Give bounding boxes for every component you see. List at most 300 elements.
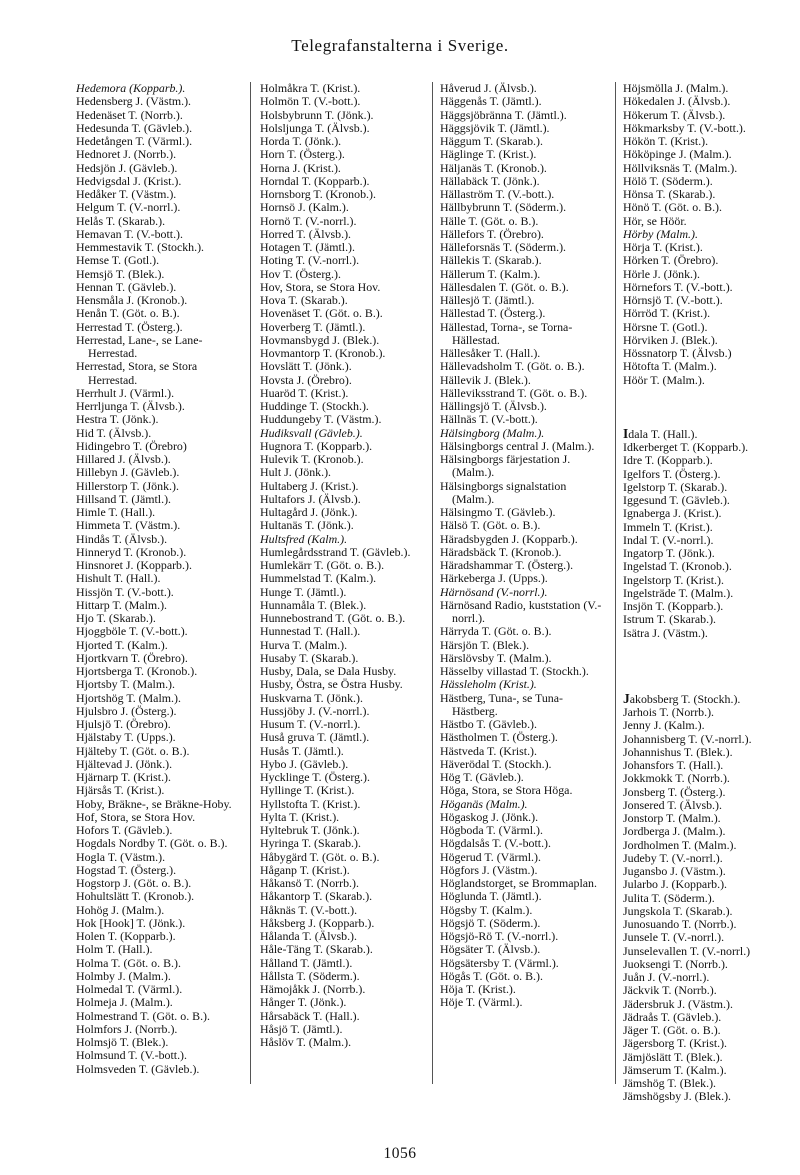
directory-entry: Himle T. (Hall.). xyxy=(76,505,156,519)
directory-entry: Hällefors T. (Örebro). xyxy=(440,226,544,241)
directory-entry: Häggum T. (Skarab.). xyxy=(440,134,543,148)
directory-entry: Iggesund T. (Gävleb.). xyxy=(623,493,730,507)
directory-entry: Hör, se Höör. xyxy=(623,213,687,228)
directory-entry: Högsby T. (Kalm.). xyxy=(440,902,533,917)
directory-entry: Hörsne T. (Gotl.). xyxy=(623,319,708,334)
directory-entry: Hidingebro T. (Örebro) xyxy=(76,438,187,453)
directory-entry: Håksberg J. (Kopparb.). xyxy=(260,915,375,930)
directory-entry: Häljanäs T. (Kronob.). xyxy=(440,160,547,175)
directory-entry: Jularbo J. (Kopparb.). xyxy=(623,877,728,892)
directory-entry: Hinneryd T. (Kronob.). xyxy=(76,544,187,559)
directory-entry: Hönsa T. (Skarab.). xyxy=(623,187,716,201)
directory-entry: Hishult T. (Hall.). xyxy=(76,571,161,586)
directory-entry: Hultafors J. (Älvsb.). xyxy=(260,491,361,506)
directory-entry: Hensmåla J. (Kronob.). xyxy=(76,293,188,307)
directory-entry: Jokkmokk T. (Norrb.). xyxy=(623,771,730,786)
directory-entry: Hybo J. (Gävleb.). xyxy=(260,756,349,771)
directory-entry: Herrhult J. (Värml.). xyxy=(76,385,175,400)
directory-entry: Håle-Täng T. (Skarab.). xyxy=(260,942,373,957)
entry-text: dala T. (Hall.). xyxy=(628,426,698,441)
directory-entry: Hjortshög T. (Malm.). xyxy=(76,690,181,705)
directory-entry: Jungskola T. (Skarab.). xyxy=(623,903,733,918)
directory-entry: Johannishus T. (Blek.). xyxy=(623,744,733,759)
directory-entry: Judeby T. (V.-norrl.). xyxy=(623,850,723,865)
directory-entry: Häggsjövik T. (Jämtl.). xyxy=(440,120,550,135)
directory-entry: Hornö T. (V.-norrl.). xyxy=(260,213,357,228)
directory-entry: Hökmarksby T. (V.-bott.). xyxy=(623,120,746,135)
directory-entry: Hylta T. (Krist.). xyxy=(260,809,340,824)
directory-entry: Hällekis T. (Skarab.). xyxy=(440,253,542,268)
directory-entry: Hällestad, Torna-, se Torna-Hällestad. xyxy=(440,319,573,347)
directory-columns xyxy=(76,81,791,1104)
directory-entry: Hyllinge T. (Krist.). xyxy=(260,783,355,798)
directory-entry: Hököpinge J. (Malm.). xyxy=(623,147,732,162)
directory-entry: Immeln T. (Krist.). xyxy=(623,519,713,534)
directory-entry: Holma T. (Göt. o. B.). xyxy=(76,955,181,970)
directory-entry: Hurva T. (Malm.). xyxy=(260,637,348,652)
directory-entry: Igelstorp T. (Skarab.). xyxy=(623,479,728,494)
directory-entry: Hjortsberga T. (Kronob.). xyxy=(76,664,198,678)
directory-entry: Hunge T. (Jämtl.). xyxy=(260,584,347,599)
directory-entry: Hillerstorp T. (Jönk.). xyxy=(76,478,179,493)
directory-entry: Holmfors J. (Norrb.). xyxy=(76,1021,178,1036)
directory-entry: Jonsberg T. (Österg.). xyxy=(623,784,726,799)
directory-entry: Ignaberga J. (Krist.). xyxy=(623,506,722,521)
directory-entry: Jämshögsby J. (Blek.). xyxy=(623,1089,732,1104)
directory-entry: Helgum T. (V.-norrl.). xyxy=(76,200,181,215)
directory-entry: Hof, Stora, se Stora Hov. xyxy=(76,809,196,824)
directory-entry: Hållsta T. (Söderm.). xyxy=(260,968,360,983)
directory-entry: Herrljunga T. (Älvsb.). xyxy=(76,399,185,413)
directory-entry: Ingatorp T. (Jönk.). xyxy=(623,546,715,560)
directory-entry: Junosuando T. (Norrb.). xyxy=(623,917,737,931)
directory-entry: Herrestad T. (Österg.). xyxy=(76,319,183,334)
directory-entry: Hunnamåla T. (Blek.). xyxy=(260,597,367,612)
column-2 xyxy=(260,82,426,1084)
directory-entry: Husaby T. (Skarab.). xyxy=(260,650,359,665)
column-4 xyxy=(623,81,791,1104)
directory-entry: Holsljunga T. (Älvsb.). xyxy=(260,120,370,135)
directory-entry: Häggsjöbränna T. (Jämtl.). xyxy=(440,107,567,122)
directory-entry: Ingelstad T. (Kronob.). xyxy=(623,559,732,574)
directory-entry: Hogstad T. (Österg.). xyxy=(76,862,177,877)
directory-entry: Hässleholm (Krist.). xyxy=(440,677,537,692)
directory-entry: Hedesunda T. (Gävleb.). xyxy=(76,120,193,135)
directory-entry: Hjortsby T. (Malm.). xyxy=(76,677,175,692)
directory-entry: Hällesdalen T. (Göt. o. B.). xyxy=(440,279,569,294)
directory-entry: Hogdals Nordby T. (Göt. o. B.). xyxy=(76,836,228,851)
directory-entry: Höglunda T. (Jämtl.). xyxy=(440,889,542,904)
directory-entry: Hälsingborgs central J. (Malm.). xyxy=(440,438,595,453)
directory-entry: Höga, Stora, se Stora Höga. xyxy=(440,783,573,798)
directory-entry: Hälleforsnäs T. (Söderm.). xyxy=(440,240,567,254)
directory-entry: Hällesjö T. (Jämtl.). xyxy=(440,293,535,307)
directory-entry: Hultsfred (Kalm.). xyxy=(260,531,348,546)
directory-entry: Håganp T. (Krist.). xyxy=(260,862,350,877)
directory-entry: Häradsbäck T. (Kronob.). xyxy=(440,544,562,559)
directory-entry: Hjulsjö T. (Örebro). xyxy=(76,717,171,731)
directory-entry: Hälsingborg (Malm.). xyxy=(440,425,545,440)
directory-entry: Hälleviksstrand T. (Göt. o. B.). xyxy=(440,385,588,400)
directory-entry: Hindås T. (Älvsb.). xyxy=(76,531,168,546)
directory-entry: Håverud J. (Älvsb.). xyxy=(440,81,537,95)
directory-entry: Huddinge T. (Stockh.). xyxy=(260,399,369,413)
directory-entry: Högaskog J. (Jönk.). xyxy=(440,809,539,824)
directory-entry: Hultaberg J. (Krist.). xyxy=(260,478,359,493)
column-3 xyxy=(440,82,607,1084)
directory-entry: Hoverberg T. (Jämtl.). xyxy=(260,319,366,334)
directory-entry: Hemsjö T. (Blek.). xyxy=(76,266,165,281)
directory-entry: Hjulsbro J. (Österg.). xyxy=(76,703,177,718)
directory-entry: Högsätersby T. (Värml.). xyxy=(440,955,559,970)
directory-entry: Hjortkvarn T. (Örebro). xyxy=(76,650,188,665)
directory-entry: Hällevadsholm T. (Göt. o. B.). xyxy=(440,359,585,374)
directory-entry: Hjorted T. (Kalm.). xyxy=(76,637,168,652)
directory-entry: Hid T. (Älvsb.). xyxy=(76,425,152,440)
directory-entry: Huskvarna T. (Jönk.). xyxy=(260,690,363,705)
directory-entry: Hålanda T. (Älvsb.). xyxy=(260,929,357,943)
directory-entry: Holmedal T. (Värml.). xyxy=(76,982,183,996)
directory-entry: Hycklinge T. (Österg.). xyxy=(260,770,370,784)
directory-entry: Hult J. (Jönk.). xyxy=(260,465,332,480)
column-divider xyxy=(432,82,433,1084)
directory-entry: Hjo T. (Skarab.). xyxy=(76,611,156,625)
directory-entry: Hörnefors T. (V.-bott.). xyxy=(623,279,733,294)
directory-entry: Hovenäset T. (Göt. o. B.). xyxy=(260,306,383,321)
directory-entry: Horred T. (Älvsb.). xyxy=(260,226,352,241)
directory-entry: Horda T. (Jönk.). xyxy=(260,134,342,148)
directory-entry: Holmsjö T. (Blek.). xyxy=(76,1035,169,1049)
directory-entry: Hälsingborgs signalstation (Malm.). xyxy=(440,478,567,506)
directory-entry: Horna J. (Krist.). xyxy=(260,160,341,175)
page-number: 1056 xyxy=(383,1145,417,1162)
directory-entry: Hussjöby J. (V.-norrl.). xyxy=(260,703,370,718)
directory-entry: Hälsingmo T. (Gävleb.). xyxy=(440,505,556,519)
directory-entry: Hästbo T. (Gävleb.). xyxy=(440,717,537,731)
directory-entry: Hemavan T. (V.-bott.). xyxy=(76,226,183,241)
directory-entry: Hugnora T. (Kopparb.). xyxy=(260,438,373,453)
directory-entry: Istrum T. (Skarab.). xyxy=(623,612,717,627)
directory-entry: Höje T. (Värml.). xyxy=(440,995,523,1010)
directory-entry: Holmön T. (V.-bott.). xyxy=(260,94,361,109)
directory-entry: Hjältevad J. (Jönk.). xyxy=(76,756,173,771)
directory-entry: Holmby J. (Malm.). xyxy=(76,968,171,983)
directory-entry: Högås T. (Göt. o. B.). xyxy=(440,968,543,983)
directory-entry: Jonstorp T. (Malm.). xyxy=(623,811,721,825)
directory-entry: Hörröd T. (Krist.). xyxy=(623,306,711,321)
directory-entry: Härnösand Radio, kuststation (V.-norrl.). xyxy=(440,597,602,625)
directory-entry: Husby, Dala, se Dala Husby. xyxy=(260,664,397,678)
directory-entry: Hillared J. (Älvsb.). xyxy=(76,452,171,466)
directory-entry: Hössnatorp T. (Älvsb.) xyxy=(623,346,732,360)
directory-entry: Hovslätt T. (Jönk.). xyxy=(260,359,352,374)
directory-entry: Jonsered T. (Älvsb.). xyxy=(623,797,722,812)
directory-entry: Idre T. (Kopparb.). xyxy=(623,453,713,468)
directory-entry: Juån J. (V.-norrl.). xyxy=(623,970,710,984)
directory-entry: Holmeja J. (Malm.). xyxy=(76,995,173,1010)
entry-text: akobsberg T. (Stockh.). xyxy=(629,691,741,706)
directory-entry: Junselevallen T. (V.-norrl.) xyxy=(623,943,751,958)
directory-entry: Johannisberg T. (V.-norrl.). xyxy=(623,731,752,746)
directory-entry: Jugansbo J. (Västm.). xyxy=(623,864,726,878)
directory-entry: Hörja T. (Krist.). xyxy=(623,240,703,254)
directory-entry: Hovmansbygd J. (Blek.). xyxy=(260,332,380,347)
directory-entry: Hällnäs T. (V.-bott.). xyxy=(440,412,538,427)
directory-entry: Hällestad T. (Österg.). xyxy=(440,306,546,321)
directory-entry: Håknäs T. (V.-bott.). xyxy=(260,902,358,917)
directory-entry: Jämserum T. (Kalm.). xyxy=(623,1062,727,1077)
directory-entry: Hyltebruk T. (Jönk.). xyxy=(260,823,360,837)
section-gap xyxy=(623,387,791,427)
directory-entry: Hästberg, Tuna-, se Tuna-Hästberg. xyxy=(440,690,563,718)
directory-entry: Jägersborg T. (Krist.). xyxy=(623,1036,728,1051)
column-divider xyxy=(615,82,616,1084)
directory-entry: Hölö T. (Söderm.). xyxy=(623,173,713,188)
directory-entry: Högfors J. (Västm.). xyxy=(440,862,538,877)
directory-entry: Insjön T. (Kopparb.). xyxy=(623,599,724,613)
directory-entry: Håkantorp T. (Skarab.). xyxy=(260,889,373,904)
directory-entry: Johansfors T. (Hall.). xyxy=(623,758,724,772)
directory-entry: Holsbybrunn T. (Jönk.). xyxy=(260,107,374,122)
directory-entry: Holmsund T. (V.-bott.). xyxy=(76,1048,187,1063)
directory-entry: Hästveda T. (Krist.). xyxy=(440,743,537,758)
directory-entry: Härslövsby T. (Malm.). xyxy=(440,650,552,665)
directory-entry: Himmeta T. (Västm.). xyxy=(76,518,181,533)
directory-entry: Hummelstad T. (Kalm.). xyxy=(260,571,377,586)
directory-entry: Hökön T. (Krist.). xyxy=(623,134,709,148)
directory-entry: Hjälteby T. (Göt. o. B.). xyxy=(76,743,190,758)
directory-entry: Hedvigsdal J. (Krist.). xyxy=(76,173,182,188)
directory-entry: Horndal T. (Kopparb.). xyxy=(260,173,370,188)
directory-entry: Hissjön T. (V.-bott.). xyxy=(76,584,174,599)
directory-entry: Hällaström T. (V.-bott.). xyxy=(440,187,555,201)
directory-entry: Hornsö J. (Kalm.). xyxy=(260,200,349,215)
page-title: Telegrafanstalterna i Sverige. xyxy=(291,36,509,55)
directory-entry: Hoby, Bräkne-, se Bräkne-Hoby. xyxy=(76,796,232,811)
directory-entry: Häverödal T. (Stockh.). xyxy=(440,756,552,771)
directory-entry: Huddungeby T. (Västm.). xyxy=(260,412,382,427)
directory-entry: Herrestad, Stora, se Stora Herrestad. xyxy=(76,359,198,387)
directory-entry: Jordholmen T. (Malm.). xyxy=(623,837,737,852)
directory-entry: Hörviken J. (Blek.). xyxy=(623,332,718,347)
directory-entry: Husås T. (Jämtl.). xyxy=(260,743,344,758)
directory-entry: Hästholmen T. (Österg.). xyxy=(440,730,558,745)
directory-entry: Häradshammar T. (Österg.). xyxy=(440,558,574,572)
directory-entry: Höjsmölla J. (Malm.). xyxy=(623,81,729,95)
directory-entry: Hedåker T. (Västm.). xyxy=(76,187,177,201)
directory-entry: Hofors T. (Gävleb.). xyxy=(76,823,173,837)
directory-entry: Hällingsjö T. (Älvsb.). xyxy=(440,399,547,413)
directory-entry: Ingelstorp T. (Krist.). xyxy=(623,572,724,587)
directory-entry: Håbygärd T. (Göt. o. B.). xyxy=(260,849,380,864)
directory-entry: Högsjö T. (Söderm.). xyxy=(440,915,541,930)
directory-entry: Holmåkra T. (Krist.). xyxy=(260,81,361,95)
directory-entry: Igelfors T. (Österg.). xyxy=(623,466,721,481)
directory-entry: Husum T. (V.-norrl.). xyxy=(260,717,361,731)
column-4-i-entries xyxy=(623,427,791,640)
directory-entry: Juoksengi T. (Norrb.). xyxy=(623,956,728,971)
directory-entry: Häradsbygden J. (Kopparb.). xyxy=(440,531,578,546)
directory-entry: Henån T. (Göt. o. B.). xyxy=(76,306,180,321)
directory-entry: Jarhois T. (Norrb.). xyxy=(623,705,715,719)
directory-entry: Julita T. (Söderm.). xyxy=(623,890,715,905)
directory-entry: Hedensberg J. (Västm.). xyxy=(76,94,192,109)
directory-entry: Horn T. (Österg.). xyxy=(260,147,345,162)
directory-entry: Hittarp T. (Malm.). xyxy=(76,597,168,612)
directory-entry: Hjärsås T. (Krist.). xyxy=(76,783,165,798)
directory-entry: Hohög J. (Malm.). xyxy=(76,902,165,917)
directory-entry: Hälsö T. (Göt. o. B.). xyxy=(440,518,541,533)
directory-entry: Hämojåkk J. (Norrb.). xyxy=(260,982,366,996)
directory-entry: Hemse T. (Gotl.). xyxy=(76,253,160,268)
directory-entry: Hötofta T. (Malm.). xyxy=(623,359,717,374)
directory-entry: Hunnestad T. (Hall.). xyxy=(260,624,361,639)
directory-entry: Holm T. (Hall.). xyxy=(76,942,153,957)
directory-entry: Hällabäck T. (Jönk.). xyxy=(440,173,540,188)
directory-entry: Hoting T. (V.-norrl.). xyxy=(260,253,360,268)
directory-entry: Husby, Östra, se Östra Husby. xyxy=(260,677,403,692)
directory-entry: Holmsveden T. (Gävleb.). xyxy=(76,1061,200,1076)
directory-entry: Hedetången T. (Värml.). xyxy=(76,134,193,148)
directory-entry: Hålland T. (Jämtl.). xyxy=(260,955,353,970)
section-gap xyxy=(623,640,791,692)
directory-entry: Hässelby villastad T. (Stockh.). xyxy=(440,664,589,678)
directory-entry: Jordberga J. (Malm.). xyxy=(623,824,726,839)
directory-entry: Högboda T. (Värml.). xyxy=(440,823,543,837)
directory-entry: Huaröd T. (Krist.). xyxy=(260,385,349,400)
directory-entry: Hökerum T. (Älvsb.). xyxy=(623,107,726,122)
directory-entry: Humlekärr T. (Göt. o. B.). xyxy=(260,558,385,572)
directory-entry: Hörken T. (Örebro). xyxy=(623,253,719,268)
column-4-j-entries xyxy=(623,692,791,1104)
directory-entry: Junsele T. (V.-norrl.). xyxy=(623,930,725,945)
directory-entry: Jämjöslätt T. (Blek.). xyxy=(623,1049,723,1064)
directory-entry xyxy=(623,692,791,706)
directory-entry: Jädraås T. (Gävleb.). xyxy=(623,1009,722,1024)
column-divider xyxy=(250,82,251,1084)
directory-entry: Hönö T. (Göt. o. B.). xyxy=(623,200,722,215)
directory-entry: Hyllstofta T. (Krist.). xyxy=(260,796,361,811)
directory-entry: Hultanäs T. (Jönk.). xyxy=(260,518,354,533)
directory-entry: Hok [Hook] T. (Jönk.). xyxy=(76,915,186,930)
directory-entry: Hökedalen J. (Älvsb.). xyxy=(623,94,731,109)
directory-entry: Jäger T. (Göt. o. B.). xyxy=(623,1023,721,1037)
directory-entry: Hunnebostrand T. (Göt. o. B.). xyxy=(260,611,406,625)
directory-entry: Håkansö T. (Norrb.). xyxy=(260,876,359,890)
directory-entry: Hennan T. (Gävleb.). xyxy=(76,279,177,294)
directory-entry: Hemmestavik T. (Stockh.). xyxy=(76,240,205,254)
directory-entry: Hornsborg T. (Kronob.). xyxy=(260,187,376,201)
column-1 xyxy=(76,82,241,1084)
directory-entry: Hestra T. (Jönk.). xyxy=(76,412,159,427)
directory-entry: Humlegårdsstrand T. (Gävleb.). xyxy=(260,544,411,559)
directory-entry: Hotagen T. (Jämtl.). xyxy=(260,240,355,254)
directory-entry: Håslöv T. (Malm.). xyxy=(260,1035,352,1049)
directory-entry: Ingelsträde T. (Malm.). xyxy=(623,585,734,600)
directory-entry: Huså gruva T. (Jämtl.). xyxy=(260,730,370,745)
directory-entry: Hillebyn J. (Gävleb.). xyxy=(76,465,180,480)
directory-entry: Höllviksnäs T. (Malm.). xyxy=(623,160,738,175)
directory-entry: Jädersbruk J. (Västm.). xyxy=(623,996,733,1011)
directory-entry: Hörby (Malm.). xyxy=(623,226,698,241)
directory-entry: Hinsnoret J. (Kopparb.). xyxy=(76,558,192,572)
directory-entry: Hovsta J. (Örebro). xyxy=(260,372,352,387)
directory-entry: Hälle T. (Göt. o. B.). xyxy=(440,213,539,228)
directory-entry: Hova T. (Skarab.). xyxy=(260,293,348,307)
directory-entry: Högerud T. (Värml.). xyxy=(440,849,541,864)
directory-entry: Hyringa T. (Skarab.). xyxy=(260,836,361,851)
directory-entry xyxy=(623,427,791,441)
directory-entry: Isätra J. (Västm.). xyxy=(623,625,708,640)
directory-entry: Hörle J. (Jönk.). xyxy=(623,266,700,281)
section-initial: I xyxy=(623,425,629,441)
directory-entry: Hög T. (Gävleb.). xyxy=(440,770,524,784)
directory-entry: Hårsabäck T. (Hall.). xyxy=(260,1008,360,1023)
directory-entry: Hillsand T. (Jämtl.). xyxy=(76,491,172,506)
directory-entry: Hällesåker T. (Hall.). xyxy=(440,346,541,360)
directory-entry: Hedemora (Kopparb.). xyxy=(76,81,186,95)
directory-entry: Håsjö T. (Jämtl.). xyxy=(260,1021,343,1036)
directory-entry: Hälsingborgs färjestation J. (Malm.). xyxy=(440,452,571,480)
directory-entry: Hörnsjö T. (V.-bott.). xyxy=(623,293,723,307)
directory-entry: Holen T. (Kopparb.). xyxy=(76,929,176,943)
directory-entry: Jämshög T. (Blek.). xyxy=(623,1076,717,1090)
directory-entry: Högsjö-Rö T. (V.-norrl.). xyxy=(440,929,559,943)
directory-entry: Höör T. (Malm.). xyxy=(623,372,705,387)
directory-entry: Hällbybrunn T. (Söderm.). xyxy=(440,200,567,215)
directory-entry: Härnösand (V.-norrl.). xyxy=(440,584,548,599)
directory-entry: Härryda T. (Göt. o. B.). xyxy=(440,624,552,639)
directory-entry: Indal T. (V.-norrl.). xyxy=(623,532,714,547)
directory-entry: Hedsjön J. (Gävleb.). xyxy=(76,160,178,175)
directory-entry: Hällerum T. (Kalm.). xyxy=(440,266,541,281)
directory-entry: Hjälstaby T. (Upps.). xyxy=(76,730,176,745)
directory-entry: Hjoggböle T. (V.-bott.). xyxy=(76,624,188,639)
directory-entry: Hultagård J. (Jönk.). xyxy=(260,505,358,519)
directory-entry: Hov T. (Österg.). xyxy=(260,266,341,281)
directory-entry: Holmestrand T. (Göt. o. B.). xyxy=(76,1008,210,1023)
directory-entry: Hällevik J. (Blek.). xyxy=(440,372,531,387)
directory-entry: Hedenäset T. (Norrb.). xyxy=(76,107,183,122)
column-4-h-entries xyxy=(623,82,791,387)
directory-entry: Härsjön T. (Blek.). xyxy=(440,637,530,652)
directory-entry: Höja T. (Krist.). xyxy=(440,982,516,996)
directory-entry: Hogstorp J. (Göt. o. B.). xyxy=(76,876,192,890)
directory-entry: Hulevik T. (Kronob.). xyxy=(260,452,364,466)
directory-entry: Hednoret J. (Norrb.). xyxy=(76,147,177,162)
directory-entry: Härkeberga J. (Upps.). xyxy=(440,571,548,586)
directory-entry: Hogla T. (Västm.). xyxy=(76,849,166,864)
directory-entry: Hånger T. (Jönk.). xyxy=(260,995,347,1010)
directory-entry: Högdalsås T. (V.-bott.). xyxy=(440,836,551,851)
directory-entry: Hjärnarp T. (Krist.). xyxy=(76,770,171,784)
section-initial: J xyxy=(623,690,630,706)
directory-entry: Jenny J. (Kalm.). xyxy=(623,718,705,733)
directory-entry: Högsäter T. (Älvsb.). xyxy=(440,942,541,957)
directory-entry: Idkerberget T. (Kopparb.). xyxy=(623,440,749,454)
directory-entry: Helås T. (Skarab.). xyxy=(76,213,166,228)
directory-entry: Häglinge T. (Krist.). xyxy=(440,147,537,162)
directory-entry: Häggenås T. (Jämtl.). xyxy=(440,94,542,109)
directory-entry: Herrestad, Lane-, se Lane-Herrestad. xyxy=(76,332,203,360)
directory-entry: Höglandstorget, se Brommaplan. xyxy=(440,876,597,890)
directory-entry: Hudiksvall (Gävleb.). xyxy=(260,425,363,440)
directory-entry: Jäckvik T. (Norrb.). xyxy=(623,983,717,998)
directory-entry: Hovmantorp T. (Kronob.). xyxy=(260,346,386,360)
directory-entry: Höganäs (Malm.). xyxy=(440,796,528,811)
directory-entry: Hohultslätt T. (Kronob.). xyxy=(76,889,195,904)
directory-entry: Hov, Stora, se Stora Hov. xyxy=(260,279,381,294)
